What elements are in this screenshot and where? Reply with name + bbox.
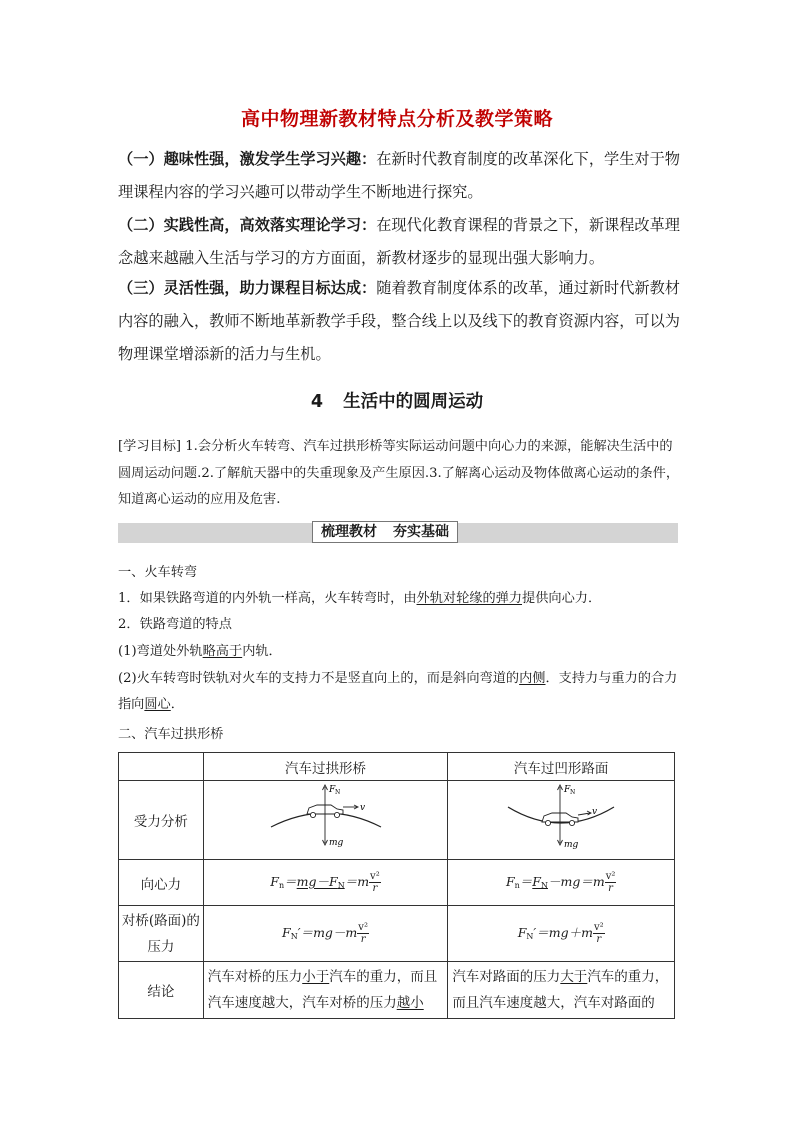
v-label: v <box>359 803 365 813</box>
section1-item2: 2．铁路弯道的特点 <box>118 617 232 632</box>
fraction-denominator: r <box>360 934 366 945</box>
section1-item2b <box>118 666 684 718</box>
table-row-force <box>119 781 675 860</box>
fn-sub-label: N <box>334 789 340 796</box>
conclusion-answer-1: 小于 <box>302 969 330 985</box>
table-header-dip: 汽车过凹形路面 <box>448 753 675 781</box>
fraction-denominator: r <box>372 883 378 894</box>
item2b-answer-1: 内侧 <box>519 671 546 686</box>
dip-centripetal-eq <box>448 860 675 906</box>
item1-answer: 外轨对轮缘的弹力 <box>416 591 523 606</box>
goals-label: [学习目标] <box>118 439 182 454</box>
eq-answer-sub: N <box>540 881 548 890</box>
dip-force-cell <box>448 781 675 860</box>
eq-sign: ＝ <box>284 874 297 889</box>
eq-answer-sub: N <box>337 881 345 890</box>
eq-subscript: N <box>290 932 298 941</box>
intro-paragraph-1 <box>118 143 684 209</box>
fraction-numerator: v² <box>358 922 368 933</box>
fraction-denominator: r <box>596 934 602 945</box>
conclusion-text: 汽车对路面的压力 <box>452 969 561 985</box>
conclusion-mid: 汽车的重力，而且汽车速度越大，汽车对路面的 <box>452 969 669 1011</box>
conclusion-text: 汽车对桥的压力 <box>207 969 303 985</box>
fn-sub-label: N <box>570 789 576 796</box>
arch-bridge-curve <box>271 813 381 827</box>
banner-right: 夯实基础 <box>393 524 449 540</box>
lesson-title <box>0 388 794 413</box>
bridge-pressure-eq <box>203 906 448 962</box>
fraction <box>357 922 369 945</box>
section1-heading: 一、火车转弯 <box>118 565 198 580</box>
item2b-mid: ．支持力与重力的合力指向 <box>118 671 678 712</box>
item1-text: 1．如果铁路弯道的内外轨一样高，火车转弯时，由 <box>118 591 417 606</box>
eq-subscript: n <box>278 881 285 890</box>
intro-heading-1: （一）趣味性强，激发学生学习兴趣： <box>118 150 377 168</box>
intro-paragraph-3 <box>118 272 684 371</box>
item2a-answer: 略高于 <box>202 644 243 659</box>
eq-rest: ＝m <box>344 874 370 889</box>
concave-road-force-diagram <box>486 781 636 855</box>
row-label-conclusion: 结论 <box>119 962 204 1019</box>
document-title: 高中物理新教材特点分析及教学策略 <box>240 108 553 130</box>
conclusion-answer-2: 越小 <box>396 995 424 1011</box>
eq-symbol: F <box>270 874 279 889</box>
lesson-number: 4 <box>310 392 324 412</box>
table-header-bridge: 汽车过拱形桥 <box>203 753 448 781</box>
row-label-force: 受力分析 <box>119 781 204 860</box>
eq-symbol: F <box>282 925 291 940</box>
intro-paragraph-2 <box>118 209 684 275</box>
fraction <box>369 871 381 894</box>
row-label-centripetal: 向心力 <box>119 860 204 906</box>
mg-label: mg <box>328 838 343 848</box>
eq-rest: ＝mg＋m <box>536 925 593 940</box>
mg-label: mg <box>564 840 579 850</box>
fraction-numerator: v² <box>605 871 616 882</box>
eq-subscript: N <box>526 932 534 941</box>
item2b-end: ． <box>170 697 184 712</box>
intro-body-3: 随着教育制度体系的改革，通过新时代新教材内容的融入，教师不断地革新教学手段，整合线上以及线下的教育资源内容，可以为物理课堂增添新的活力与生机。 <box>118 279 680 363</box>
conclusion-mid: 汽车的重力，而且汽车速度越大，汽车对桥的压力 <box>207 969 438 1011</box>
intro-heading-3: （三）灵活性强，助力课程目标达成： <box>118 279 377 297</box>
dip-pressure-eq <box>448 906 675 962</box>
item2a-end: 内轨． <box>242 644 282 659</box>
eq-answer <box>297 874 345 889</box>
lesson-name: 生活中的圆周运动 <box>343 392 484 412</box>
eq-rest: ＝mg－m <box>300 925 358 940</box>
item1-end: 提供向心力． <box>522 591 602 606</box>
goals-text: 1.会分析火车转弯、汽车过拱形桥等实际运动问题中向心力的来源，能解决生活中的圆周运动问题.2.了解航天器中的失重现象及产生原因.3.了解离心运动及物体做离心运动的条件，知道离心运动的应用及危害. <box>118 439 680 507</box>
eq-prime: ′ <box>297 925 301 940</box>
section-banner <box>312 521 458 543</box>
bridge-conclusion <box>203 962 448 1019</box>
fraction <box>593 922 605 945</box>
eq-subscript: n <box>514 881 520 890</box>
table-header-row <box>119 753 675 781</box>
eq-sign: ＝ <box>519 874 533 889</box>
learning-goals <box>118 434 684 514</box>
eq-answer <box>532 874 548 889</box>
conclusion-answer-1: 大于 <box>560 969 588 985</box>
bridge-centripetal-eq <box>203 860 448 906</box>
section2-heading: 二、汽车过拱形桥 <box>118 727 224 742</box>
dip-conclusion <box>448 962 675 1019</box>
eq-answer-text: F <box>532 874 541 889</box>
table-header-empty <box>119 753 204 781</box>
section1-item1 <box>118 586 684 612</box>
eq-answer-text: mg－F <box>296 874 338 889</box>
intro-body-1: 在新时代教育制度的改革深化下，学生对于物理课程内容的学习兴趣可以带动学生不断地进行探究。 <box>118 150 680 201</box>
item2b-answer-2: 圆心 <box>144 697 171 712</box>
intro-body-2: 在现代化教育课程的背景之下，新课程改革理念越来越融入生活与学习的方方面面，新教材逐步的显现出强大影响力。 <box>118 216 680 267</box>
section1-item2a <box>118 639 684 665</box>
fraction-denominator: r <box>608 883 613 894</box>
table-row-conclusion <box>119 962 675 1019</box>
fn-label: F <box>564 785 571 795</box>
bridge-comparison-table <box>118 752 675 1019</box>
table-row-centripetal <box>119 860 675 906</box>
fn-label: F <box>328 785 335 795</box>
eq-prime: ′ <box>533 925 537 940</box>
arch-bridge-force-diagram <box>251 781 401 855</box>
eq-symbol: F <box>517 925 527 940</box>
fraction-numerator: v² <box>370 871 380 882</box>
banner-left: 梳理教材 <box>321 524 377 540</box>
v-label: v <box>592 807 598 817</box>
eq-rest: －mg＝m <box>547 874 605 889</box>
table-row-pressure <box>119 906 675 962</box>
fraction <box>605 871 617 894</box>
row-label-pressure: 对桥(路面)的压力 <box>119 906 204 962</box>
bridge-force-cell <box>203 781 448 860</box>
intro-heading-2: （二）实践性高，高效落实理论学习： <box>118 216 377 234</box>
eq-symbol: F <box>505 874 515 889</box>
item2a-text: (1)弯道处外轨 <box>118 644 203 659</box>
item2b-text: (2)火车转弯时铁轨对火车的支持力不是竖直向上的，而是斜向弯道的 <box>118 671 520 686</box>
fraction-numerator: v² <box>593 922 604 933</box>
